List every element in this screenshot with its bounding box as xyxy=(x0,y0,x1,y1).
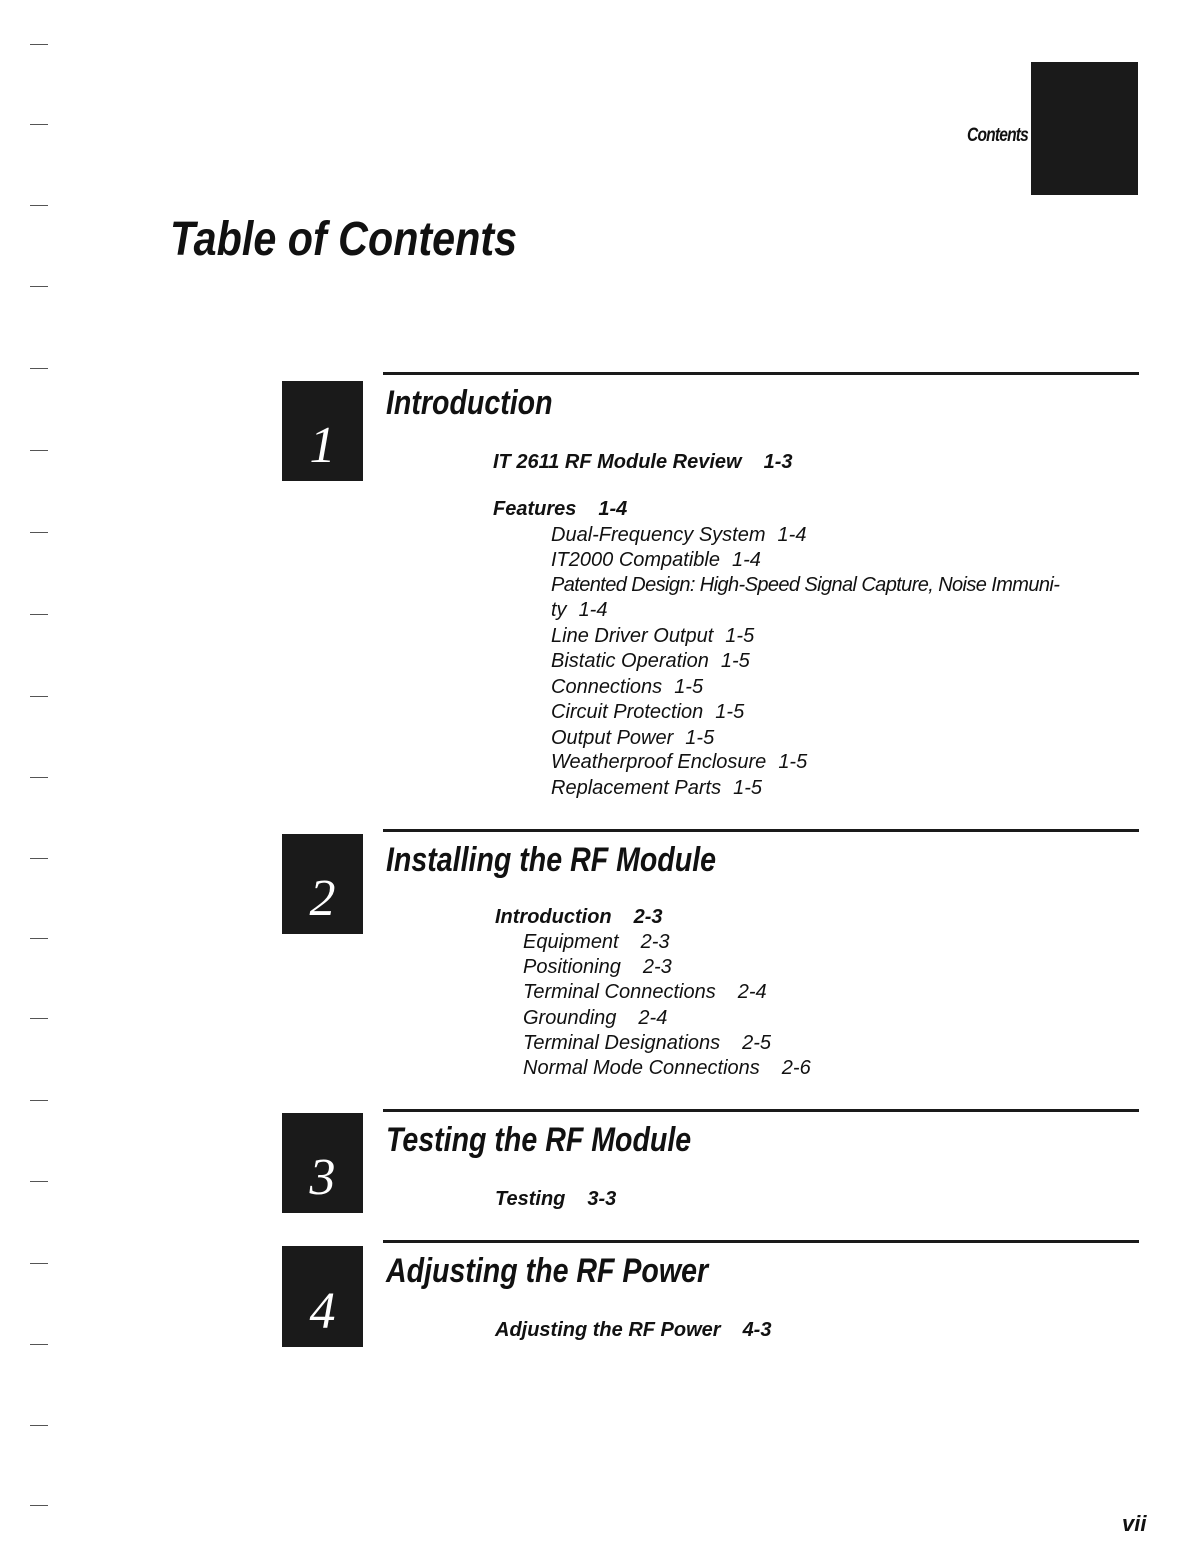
toc-entry-text: Adjusting the RF Power xyxy=(495,1319,721,1341)
toc-entry-page: 4-3 xyxy=(742,1319,772,1341)
toc-subentry-text: Dual-Frequency System xyxy=(551,524,766,546)
toc-subentry-text: Connections xyxy=(551,676,663,698)
toc-subentry[interactable] xyxy=(551,524,806,547)
toc-entry[interactable] xyxy=(495,906,663,929)
toc-entry-page: 1-3 xyxy=(763,451,793,473)
toc-subentry-text: Line Driver Output xyxy=(551,625,714,647)
toc-subentry-text: ty xyxy=(551,599,567,621)
chapter-number-box xyxy=(282,381,363,481)
toc-subentry-text: Circuit Protection xyxy=(551,701,704,723)
toc-entry[interactable] xyxy=(495,1188,616,1211)
chapter-rule xyxy=(383,1240,1139,1243)
toc-subentry-text: Replacement Parts xyxy=(551,777,722,799)
toc-entry-page: 1-4 xyxy=(598,498,628,520)
toc-subentry[interactable] xyxy=(523,956,672,979)
toc-subentry-page: 2-3 xyxy=(640,931,670,953)
chapter-number-box xyxy=(282,1246,363,1347)
toc-subentry[interactable] xyxy=(551,650,750,673)
toc-subentry-text: Equipment xyxy=(523,931,619,953)
toc-entry-page: 3-3 xyxy=(587,1188,617,1210)
chapter-title: Installing the RF Module xyxy=(386,841,717,879)
toc-subentry[interactable] xyxy=(523,931,670,954)
toc-subentry[interactable] xyxy=(523,1032,771,1055)
toc-subentry-page: 2-4 xyxy=(638,1007,668,1029)
toc-subentry-page: 2-5 xyxy=(742,1032,772,1054)
chapter-rule xyxy=(383,829,1139,832)
toc-entry-text: Features xyxy=(493,498,577,520)
toc-subentry-text: Normal Mode Connections xyxy=(523,1057,760,1079)
toc-entry-text: Introduction xyxy=(495,906,612,928)
chapter-title: Introduction xyxy=(386,384,553,422)
toc-subentry-page: 2-4 xyxy=(737,981,767,1003)
toc-entry[interactable] xyxy=(493,451,793,474)
chapter-number: 1 xyxy=(309,417,336,474)
toc-subentry-page: 1-5 xyxy=(720,650,750,672)
toc-subentry[interactable] xyxy=(551,625,754,648)
toc-subentry-text: Output Power xyxy=(551,727,674,749)
toc-subentry-page: 1-4 xyxy=(731,549,761,571)
toc-entry-text: IT 2611 RF Module Review xyxy=(493,451,742,473)
toc-entry[interactable] xyxy=(493,498,627,521)
running-head: Contents xyxy=(967,125,1028,146)
toc-subentry-text: IT2000 Compatible xyxy=(551,549,720,571)
toc-subentry-page: 1-4 xyxy=(578,599,608,621)
chapter-title: Adjusting the RF Power xyxy=(386,1252,709,1290)
toc-entry[interactable] xyxy=(495,1319,771,1342)
toc-subentry[interactable] xyxy=(551,777,762,800)
toc-subentry[interactable] xyxy=(523,981,767,1004)
toc-subentry[interactable] xyxy=(551,574,1059,597)
toc-subentry-text: Grounding xyxy=(523,1007,617,1029)
page-title: Table of Contents xyxy=(170,213,518,266)
chapter-rule xyxy=(383,1109,1139,1112)
toc-entry-text: Testing xyxy=(495,1188,566,1210)
toc-subentry-text: Terminal Designations xyxy=(523,1032,721,1054)
toc-entry-page: 2-3 xyxy=(633,906,663,928)
section-tab-marker xyxy=(1031,62,1138,195)
chapter-title: Testing the RF Module xyxy=(386,1121,692,1159)
toc-subentry-page: 2-6 xyxy=(781,1057,811,1079)
chapter-number: 3 xyxy=(309,1149,336,1206)
toc-subentry-text: Terminal Connections xyxy=(523,981,716,1003)
chapter-number-box xyxy=(282,834,363,934)
toc-subentry[interactable] xyxy=(551,727,714,750)
chapter-number: 4 xyxy=(309,1283,336,1340)
toc-subentry[interactable] xyxy=(523,1057,811,1080)
toc-subentry-text: Weatherproof Enclosure xyxy=(551,751,767,773)
toc-subentry-page: 1-5 xyxy=(733,777,762,799)
toc-subentry-page: 1-5 xyxy=(725,625,755,647)
page-number: vii xyxy=(1122,1511,1147,1536)
toc-subentry-page: 1-5 xyxy=(685,727,715,749)
toc-subentry-text: Bistatic Operation xyxy=(551,650,709,672)
toc-subentry[interactable] xyxy=(551,549,761,572)
toc-subentry[interactable] xyxy=(551,676,703,699)
chapter-rule xyxy=(383,372,1139,375)
toc-subentry-page: 1-5 xyxy=(715,701,745,723)
chapter-number: 2 xyxy=(309,870,336,927)
chapter-number-box xyxy=(282,1113,363,1213)
toc-subentry[interactable] xyxy=(551,751,807,774)
toc-subentry-page: 2-3 xyxy=(642,956,672,978)
toc-subentry-page: 1-5 xyxy=(778,751,808,773)
toc-subentry[interactable] xyxy=(551,599,607,622)
toc-subentry-text: Positioning xyxy=(523,956,621,978)
toc-subentry[interactable] xyxy=(523,1007,667,1030)
toc-subentry-page: 1-5 xyxy=(674,676,704,698)
toc-subentry-page: 1-4 xyxy=(777,524,807,546)
toc-subentry-text: Patented Design: High-Speed Signal Capture, Noise Immuni- xyxy=(551,574,1060,596)
toc-subentry[interactable] xyxy=(551,701,744,724)
